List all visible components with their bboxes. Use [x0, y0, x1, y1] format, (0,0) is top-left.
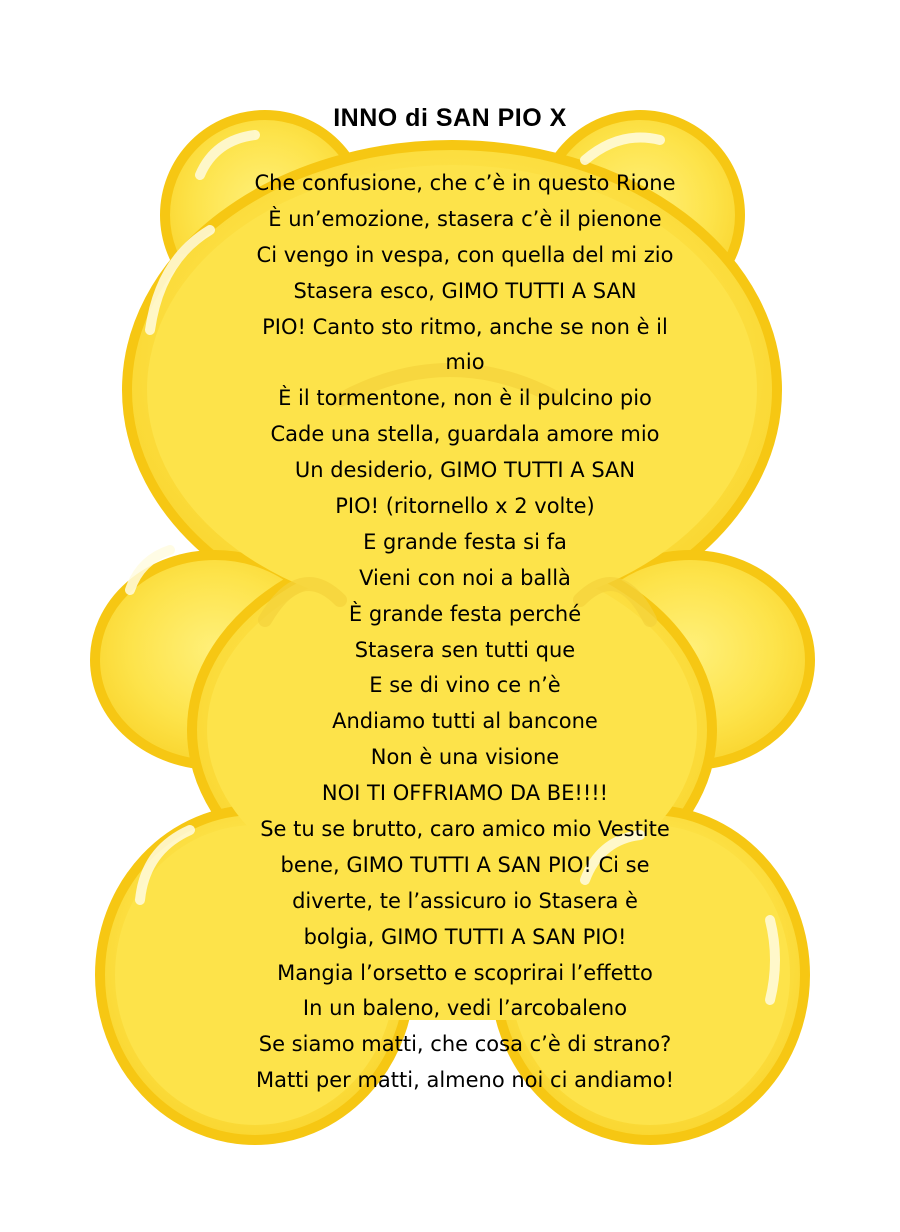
lyric-line: Stasera esco, GIMO TUTTI A SAN: [293, 278, 637, 303]
lyric-line: NOI TI OFFRIAMO DA BE!!!!: [321, 781, 609, 806]
lyric-line: Vieni con noi a ballà: [359, 565, 571, 590]
lyric-line: Stasera sen tutti que: [354, 637, 576, 662]
lyric-line: Cade una stella, guardala amore mio: [270, 422, 660, 447]
lyric-line: Andiamo tutti al bancone: [332, 709, 598, 734]
lyric-line: Un desiderio, GIMO TUTTI A SAN: [294, 458, 636, 483]
lyric-line: È il tormentone, non è il pulcino pio: [278, 386, 652, 411]
lyric-line: È grande festa perché: [348, 601, 582, 626]
lyric-line: E grande festa si fa: [363, 529, 567, 554]
lyric-line: bolgia, GIMO TUTTI A SAN PIO!: [303, 924, 627, 949]
lyric-line: Se tu se brutto, caro amico mio Vestite: [260, 817, 670, 842]
lyric-line: È un’emozione, stasera c’è il pienone: [268, 206, 662, 231]
lyric-line: PIO! (ritornello x 2 volte): [335, 494, 595, 519]
page-title: INNO di SAN PIO X: [333, 104, 567, 132]
lyric-line: Ci vengo in vespa, con quella del mi zio: [256, 242, 674, 267]
lyric-line: In un baleno, vedi l’arcobaleno: [302, 996, 628, 1021]
lyrics-block: [225, 166, 705, 1099]
lyric-line: mio: [445, 350, 485, 375]
lyric-line: E se di vino ce n’è: [369, 673, 561, 698]
lyric-line: diverte, te l’assicuro io Stasera è: [292, 888, 638, 913]
lyric-line: PIO! Canto sto ritmo, anche se non è il: [262, 314, 668, 339]
lyric-line: Non è una visione: [370, 745, 560, 770]
lyric-line: bene, GIMO TUTTI A SAN PIO! Ci se: [280, 852, 650, 877]
lyric-line: Mangia l’orsetto e scoprirai l’effetto: [277, 960, 653, 985]
lyric-line: Se siamo matti, che cosa c’è di strano?: [258, 1032, 672, 1057]
lyric-line: Che confusione, che c’è in questo Rione: [254, 171, 676, 195]
lyric-line: Matti per matti, almeno noi ci andiamo!: [255, 1068, 675, 1093]
